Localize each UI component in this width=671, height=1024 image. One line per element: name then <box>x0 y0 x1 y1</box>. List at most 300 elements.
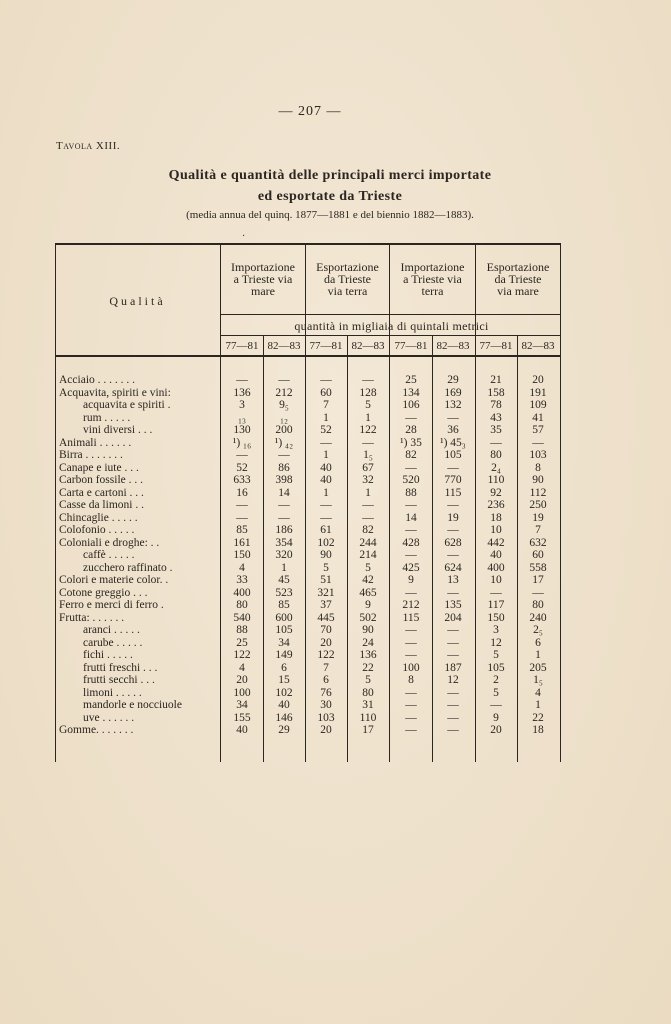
row-label: vini diversi . . . <box>83 424 153 436</box>
table-cell: — <box>490 699 502 711</box>
table-cell: 60 <box>532 549 544 561</box>
table-row <box>55 413 561 424</box>
table-cell: 4 <box>239 561 245 574</box>
table-cell: 100 <box>233 686 251 699</box>
table-cell: — <box>236 511 248 524</box>
table-cell: — <box>236 374 248 386</box>
row-label: frutti secchi . . . <box>83 674 155 686</box>
table-cell: ¹) 45₃ <box>440 436 466 449</box>
table-cell: 18 <box>532 724 544 736</box>
table-cell: 30 <box>320 699 332 711</box>
row-label: limoni . . . . . <box>83 686 142 699</box>
table-cell: 1 <box>281 561 287 574</box>
table-cell: 20 <box>320 636 332 649</box>
table-cell: 149 <box>275 649 293 661</box>
table-cell: 85 <box>278 599 290 611</box>
table-cell: 102 <box>317 536 335 549</box>
table-cell: 19 <box>447 511 459 524</box>
table-cell: — <box>362 511 374 524</box>
table-cell: 2 <box>493 674 499 686</box>
table-cell: 20 <box>236 674 248 686</box>
table-cell: 67 <box>362 461 374 474</box>
table-cell: 18 <box>490 511 502 524</box>
table-row <box>55 475 561 486</box>
table-cell: 205 <box>529 661 547 674</box>
table-cell: 105 <box>487 661 505 674</box>
table-cell: 465 <box>359 586 377 599</box>
table-cell: 85 <box>236 524 248 536</box>
table-row <box>55 438 561 449</box>
table-cell: 1 <box>365 486 371 499</box>
table-cell: 628 <box>444 536 462 549</box>
table-cell: 24 <box>362 636 374 649</box>
table-cell: 105 <box>275 624 293 636</box>
table-number: Tavola XIII. <box>56 140 121 152</box>
table-cell: 90 <box>320 549 332 561</box>
table-cell: 8 <box>408 674 414 686</box>
year-header: 82—83 <box>351 340 385 352</box>
table-cell: 20 <box>490 724 502 736</box>
table-cell: 146 <box>275 711 293 724</box>
table-cell: 15 <box>278 674 290 686</box>
table-cell: 86 <box>278 461 290 474</box>
year-header: 82—83 <box>436 340 470 352</box>
table-cell: 21 <box>490 374 502 386</box>
title-line-2: ed esportate da Trieste <box>257 189 403 204</box>
table-cell: 155 <box>233 711 251 724</box>
table-cell: 29 <box>278 724 290 736</box>
table-cell: 5 <box>365 399 371 411</box>
table-cell: — <box>405 624 417 636</box>
table-cell: 5 <box>365 674 371 686</box>
table-row <box>55 500 561 511</box>
table-cell: 122 <box>233 649 251 661</box>
table-cell: 80 <box>490 449 502 461</box>
table-cell: 17 <box>532 574 544 586</box>
table-cell: 122 <box>359 424 377 436</box>
table-cell: — <box>447 586 459 599</box>
table-cell: 57 <box>532 424 544 436</box>
table-cell: — <box>447 724 459 736</box>
table-cell: — <box>320 436 332 449</box>
table-cell: 20 <box>320 724 332 736</box>
table-cell: 34 <box>236 699 248 711</box>
table-cell: — <box>320 499 332 511</box>
table-cell: 600 <box>275 611 293 624</box>
table-cell: — <box>405 686 417 699</box>
table-cell: 82 <box>405 449 417 461</box>
table-row <box>55 588 561 599</box>
row-label: Animali . . . . . . <box>59 436 132 449</box>
table-cell: 540 <box>233 611 251 624</box>
table-cell: 92 <box>490 486 502 499</box>
year-header: 77—81 <box>225 340 259 352</box>
table-row <box>55 525 561 536</box>
row-label: rum . . . . . <box>83 411 131 424</box>
table-cell: 13 <box>447 574 459 586</box>
row-label: Canape e iute . . . <box>59 461 139 474</box>
table-cell: 134 <box>402 386 420 399</box>
table-cell: 22 <box>362 661 374 674</box>
table-cell: 14 <box>278 486 290 499</box>
table-row <box>55 688 561 699</box>
table-cell: 40 <box>320 461 332 474</box>
table-cell: 22 <box>532 711 544 724</box>
table-row <box>55 563 561 574</box>
table-cell: — <box>490 436 502 449</box>
table-cell: 52 <box>320 424 332 436</box>
table-cell: 100 <box>402 661 420 674</box>
table-cell: — <box>278 449 290 461</box>
table-cell: — <box>447 524 459 536</box>
table-cell: 214 <box>359 549 377 561</box>
table-cell: — <box>447 499 459 511</box>
table-cell: 186 <box>275 524 293 536</box>
table-cell: — <box>405 524 417 536</box>
table-cell: — <box>320 374 332 386</box>
table-cell: 70 <box>320 624 332 636</box>
table-cell: 354 <box>275 536 293 549</box>
table-cell: 240 <box>529 611 547 624</box>
table-cell: — <box>447 411 459 424</box>
table-cell: 51 <box>320 574 332 586</box>
table-cell: 132 <box>444 399 462 411</box>
table-cell: 117 <box>487 599 505 611</box>
table-row <box>55 638 561 649</box>
table-cell: — <box>447 699 459 711</box>
table-cell: — <box>278 511 290 524</box>
table-cell: 1 <box>365 411 371 424</box>
table-cell: 204 <box>444 611 462 624</box>
row-label: Gomme. . . . . . . <box>59 724 134 736</box>
row-label: Acquavita, spiriti e vini: <box>59 386 171 399</box>
table-cell: 43 <box>490 411 502 424</box>
table-cell: — <box>405 499 417 511</box>
header-bottom-rule <box>55 355 561 357</box>
table-cell: ₁₃ <box>237 411 247 424</box>
table-cell: 78 <box>490 399 502 411</box>
table-cell: — <box>236 449 248 461</box>
row-label: Frutta: . . . . . . <box>59 611 125 624</box>
table-cell: 428 <box>402 536 420 549</box>
table-cell: 25 <box>236 636 248 649</box>
table-cell: — <box>447 624 459 636</box>
table-cell: 112 <box>529 486 547 499</box>
table-cell: — <box>320 511 332 524</box>
table-cell: 4 <box>535 686 541 699</box>
table-row <box>55 663 561 674</box>
title-line-1: Qualità e quantità delle principali merci importate <box>168 168 492 183</box>
table-row <box>55 613 561 624</box>
table-cell: 40 <box>278 699 290 711</box>
table-cell: 520 <box>402 474 420 486</box>
table-cell: 1 <box>323 411 329 424</box>
table-cell: 158 <box>487 386 505 399</box>
table-cell: 90 <box>532 474 544 486</box>
table-cell: 5 <box>493 649 499 661</box>
table-cell: 445 <box>317 611 335 624</box>
row-label: Casse da limoni . . <box>59 499 144 511</box>
table-cell: 624 <box>444 561 462 574</box>
table-cell: 103 <box>317 711 335 724</box>
table-cell: 110 <box>487 474 505 486</box>
table-cell: 115 <box>402 611 420 624</box>
table-cell: — <box>532 586 544 599</box>
table-cell: 34 <box>278 636 290 649</box>
table-cell: — <box>362 436 374 449</box>
table-cell: 161 <box>233 536 251 549</box>
table-cell: 200 <box>275 424 293 436</box>
table-cell: 20 <box>532 374 544 386</box>
table-cell: 109 <box>529 399 547 411</box>
table-cell: 5 <box>323 561 329 574</box>
table-cell: 135 <box>444 599 462 611</box>
table-cell: 2₄ <box>491 461 501 474</box>
table-cell: 633 <box>233 474 251 486</box>
table-cell: — <box>405 586 417 599</box>
row-label: acquavita e spiriti . <box>83 399 171 411</box>
table-cell: 7 <box>535 524 541 536</box>
year-header: 77—81 <box>309 340 343 352</box>
table-cell: 2₅ <box>533 624 543 636</box>
table-cell: 35 <box>490 424 502 436</box>
table-cell: — <box>447 549 459 561</box>
group-header-import-sea: Importazione a Trieste via mare <box>231 260 295 298</box>
table-cell: ¹) ₄₂ <box>274 436 294 449</box>
row-label: Ferro e merci di ferro . <box>59 599 164 611</box>
row-label: Birra . . . . . . . <box>59 449 123 461</box>
group-header-export-land: Esportazione da Trieste via terra <box>316 260 379 298</box>
table-cell: — <box>490 586 502 599</box>
table-cell: 400 <box>487 561 505 574</box>
table-cell: — <box>447 649 459 661</box>
table-cell: 191 <box>529 386 547 399</box>
year-header: 82—83 <box>521 340 555 352</box>
table-cell: 523 <box>275 586 293 599</box>
table-cell: 212 <box>275 386 293 399</box>
table-cell: 236 <box>487 499 505 511</box>
row-label: carube . . . . . <box>83 636 143 649</box>
table-cell: 442 <box>487 536 505 549</box>
qualita-header: Qualità <box>109 294 166 308</box>
table-cell: 12 <box>447 674 459 686</box>
table-cell: 110 <box>359 711 377 724</box>
table-cell: 9₅ <box>279 399 289 411</box>
table-cell: 40 <box>490 549 502 561</box>
table-cell: 244 <box>359 536 377 549</box>
table-cell: 5 <box>493 686 499 699</box>
table-cell: 88 <box>405 486 417 499</box>
table-cell: 1 <box>323 486 329 499</box>
table-cell: 6 <box>535 636 541 649</box>
table-cell: — <box>362 499 374 511</box>
year-header: 77—81 <box>479 340 513 352</box>
table-cell: — <box>405 649 417 661</box>
table-cell: — <box>236 499 248 511</box>
table-cell: 115 <box>444 486 462 499</box>
table-cell: 60 <box>320 386 332 399</box>
table-cell: 3 <box>239 399 245 411</box>
table-cell: 250 <box>529 499 547 511</box>
ornament-dot: · <box>242 231 246 242</box>
table-cell: — <box>405 711 417 724</box>
table-cell: 425 <box>402 561 420 574</box>
table-cell: 5 <box>365 561 371 574</box>
row-label: Acciaio . . . . . . . <box>59 374 136 386</box>
table-cell: 122 <box>317 649 335 661</box>
table-cell: 40 <box>236 724 248 736</box>
table-cell: 1 <box>535 699 541 711</box>
statistics-table <box>55 243 561 762</box>
table-cell: 102 <box>275 686 293 699</box>
table-cell: 9 <box>408 574 414 586</box>
table-row <box>55 550 561 561</box>
table-cell: ¹) ₁₆ <box>232 436 252 449</box>
table-cell: 33 <box>236 574 248 586</box>
table-cell: 105 <box>444 449 462 461</box>
table-cell: — <box>532 436 544 449</box>
table-cell: 136 <box>233 386 251 399</box>
table-cell: ₁₂ <box>279 411 289 424</box>
table-cell: 1 <box>535 649 541 661</box>
table-cell: 19 <box>532 511 544 524</box>
table-cell: 76 <box>320 686 332 699</box>
year-header: 82—83 <box>267 340 301 352</box>
table-row <box>55 650 561 661</box>
table-cell: 10 <box>490 574 502 586</box>
table-cell: 398 <box>275 474 293 486</box>
table-cell: 82 <box>362 524 374 536</box>
table-cell: 41 <box>532 411 544 424</box>
group-header-export-sea: Esportazione da Trieste via mare <box>486 260 550 298</box>
table-row <box>55 713 561 724</box>
table-cell: 558 <box>529 561 547 574</box>
table-cell: 212 <box>402 599 420 611</box>
table-cell: 103 <box>529 449 547 461</box>
table-cell: 32 <box>362 474 374 486</box>
table-cell: 42 <box>362 574 374 586</box>
table-row <box>55 450 561 461</box>
table-row <box>55 625 561 636</box>
row-label: zucchero raffinato . <box>83 561 173 574</box>
group-header-import-land: Importazione a Trieste via terra <box>400 260 465 298</box>
year-header: 77—81 <box>394 340 428 352</box>
table-row <box>55 463 561 474</box>
table-cell: 25 <box>405 374 417 386</box>
table-cell: 502 <box>359 611 377 624</box>
row-label: aranci . . . . . <box>83 624 140 636</box>
unit-rule <box>220 335 560 336</box>
table-cell: — <box>405 724 417 736</box>
row-label: uve . . . . . . <box>83 711 135 724</box>
table-row <box>55 675 561 686</box>
table-cell: ¹) 35 <box>400 436 422 449</box>
table-cell: — <box>405 636 417 649</box>
table-cell: 632 <box>529 536 547 549</box>
table-cell: 130 <box>233 424 251 436</box>
table-cell: 770 <box>444 474 462 486</box>
table-cell: 88 <box>236 624 248 636</box>
table-cell: 6 <box>281 661 287 674</box>
table-cell: — <box>447 711 459 724</box>
table-cell: 1₅ <box>533 674 543 686</box>
table-cell: 7 <box>323 661 329 674</box>
table-cell: — <box>362 374 374 386</box>
table-cell: 45 <box>278 574 290 586</box>
table-cell: — <box>405 699 417 711</box>
table-cell: 52 <box>236 461 248 474</box>
table-cell: 7 <box>323 399 329 411</box>
table-cell: 4 <box>239 661 245 674</box>
table-row <box>55 575 561 586</box>
table-row <box>55 375 561 386</box>
subtitle: (media annua del quinq. 1877—1881 e del biennio 1882—1883). <box>186 209 474 221</box>
table-cell: 29 <box>447 374 459 386</box>
page-title <box>40 165 620 207</box>
table-row <box>55 388 561 399</box>
table-row <box>55 700 561 711</box>
table-cell: 14 <box>405 511 417 524</box>
table-cell: 36 <box>447 424 459 436</box>
row-label: Coloniali e droghe: . . <box>59 536 160 549</box>
table-cell: — <box>447 686 459 699</box>
table-cell: 9 <box>493 711 499 724</box>
table-cell: 169 <box>444 386 462 399</box>
table-row <box>55 538 561 549</box>
table-cell: 106 <box>402 399 420 411</box>
row-label: Carbon fossile . . . <box>59 474 144 486</box>
row-label: Carta e cartoni . . . <box>59 486 144 499</box>
table-cell: 400 <box>233 586 251 599</box>
table-cell: 320 <box>275 549 293 561</box>
table-cell: 16 <box>236 486 248 499</box>
table-cell: 8 <box>535 461 541 474</box>
row-label: caffè . . . . . <box>83 549 135 561</box>
table-cell: 10 <box>490 524 502 536</box>
row-label: Colori e materie color. . <box>59 574 169 586</box>
table-cell: — <box>405 411 417 424</box>
table-cell: — <box>278 374 290 386</box>
table-cell: 136 <box>359 649 377 661</box>
table-cell: 28 <box>405 424 417 436</box>
row-label: Cotone greggio . . . <box>59 586 148 599</box>
table-cell: — <box>405 461 417 474</box>
table-row <box>55 725 561 736</box>
table-cell: 1₅ <box>363 449 373 461</box>
table-cell: 61 <box>320 524 332 536</box>
table-row <box>55 600 561 611</box>
row-label: mandorle e nocciuole <box>83 699 182 711</box>
unit-header: quantità in migliaia di quintali metrici <box>294 319 489 333</box>
table-cell: 12 <box>490 636 502 649</box>
table-cell: 128 <box>359 386 377 399</box>
page-number: — 207 — <box>278 104 342 119</box>
table-cell: — <box>447 461 459 474</box>
table-cell: 31 <box>362 699 374 711</box>
table-cell: 321 <box>317 586 335 599</box>
row-label: frutti freschi . . . <box>83 661 158 674</box>
table-cell: — <box>405 549 417 561</box>
table-cell: 37 <box>320 599 332 611</box>
row-label: Chincaglie . . . . . <box>59 511 138 524</box>
table-cell: 80 <box>362 686 374 699</box>
row-label: Colofonio . . . . . <box>59 524 135 536</box>
table-cell: 80 <box>532 599 544 611</box>
table-row <box>55 425 561 436</box>
table-row <box>55 400 561 411</box>
table-cell: 80 <box>236 599 248 611</box>
table-row <box>55 513 561 524</box>
